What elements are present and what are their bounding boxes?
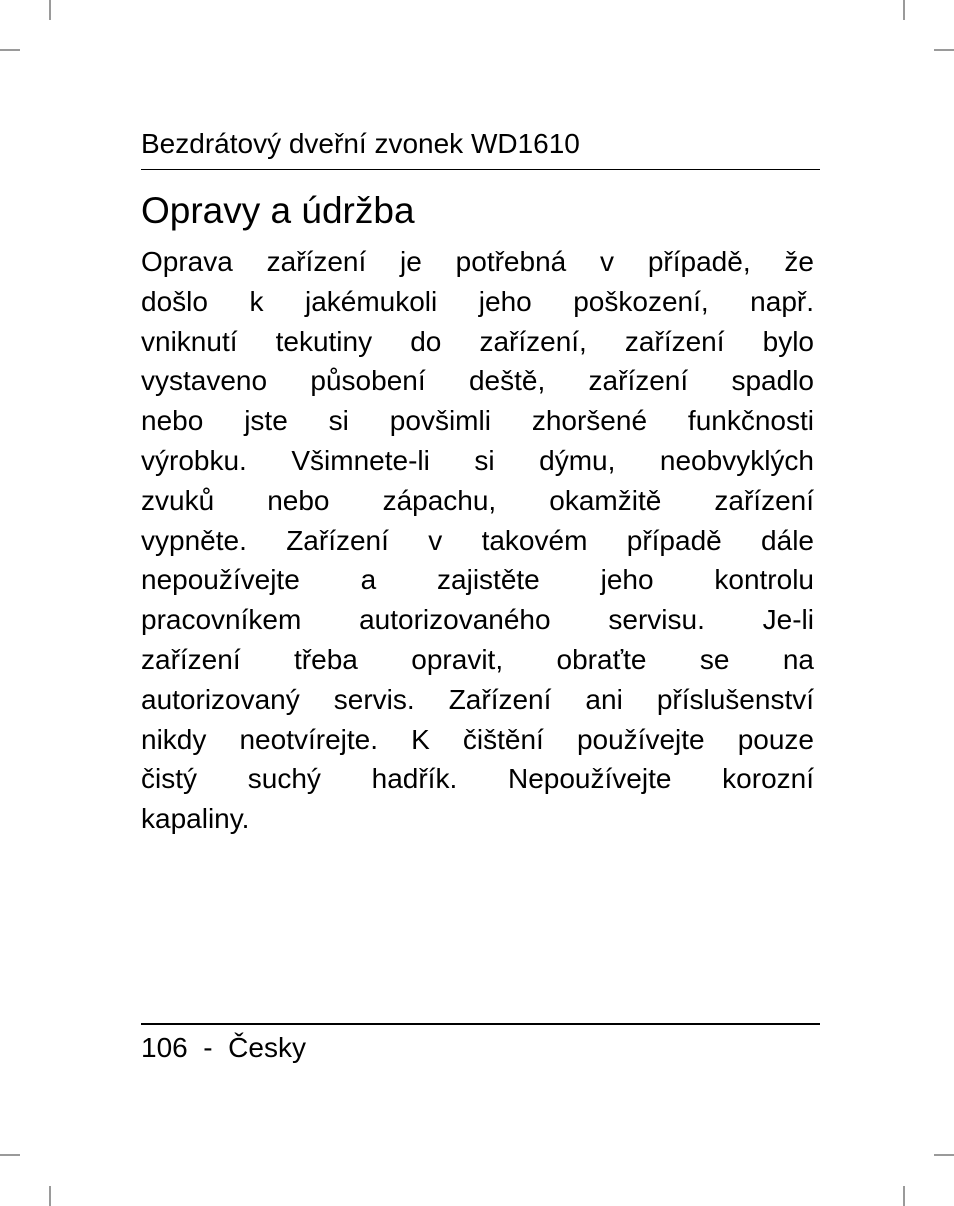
footer-divider <box>141 1023 820 1025</box>
body-line: výrobku. Všimnete-li si dýmu, neobvyklých <box>141 444 814 476</box>
body-line: nepoužívejte a zajistěte jeho kontrolu <box>141 564 814 596</box>
body-line: zvuků nebo zápachu, okamžitě zařízení <box>141 484 814 516</box>
body-line: nikdy neotvírejte. K čištění používejte pouze <box>141 723 814 755</box>
header-divider <box>141 169 820 170</box>
body-line: došlo k jakémukoli jeho poškození, např. <box>141 285 814 317</box>
crop-mark-top-right <box>903 0 905 20</box>
body-line: Oprava zařízení je potřebná v případě, že <box>141 246 814 277</box>
crop-mark-left-bottom <box>0 1154 20 1156</box>
body-line: pracovníkem autorizovaného servisu. Je-li <box>141 604 814 636</box>
body-line: kapaliny. <box>141 803 250 835</box>
body-line: vypněte. Zařízení v takovém případě dále <box>141 524 814 556</box>
body-line: vniknutí tekutiny do zařízení, zařízení bylo <box>141 325 814 357</box>
crop-mark-top-left <box>49 0 51 20</box>
crop-mark-right-top <box>934 49 954 51</box>
body-paragraph <box>141 242 814 839</box>
body-line: zařízení třeba opravit, obraťte se na <box>141 643 814 675</box>
crop-mark-bottom-left <box>49 1186 51 1206</box>
body-line: nebo jste si povšimli zhoršené funkčnosti <box>141 405 814 437</box>
body-line: vystaveno působení deště, zařízení spadlo <box>141 365 814 397</box>
page-footer: 106 - Česky <box>141 1032 306 1063</box>
crop-mark-right-bottom <box>934 1154 954 1156</box>
body-line: autorizovaný servis. Zařízení ani příslušenství <box>141 683 814 715</box>
section-title: Opravy a údržba <box>141 190 415 231</box>
body-line: čistý suchý hadřík. Nepoužívejte korozní <box>141 763 814 795</box>
running-header: Bezdrátový dveřní zvonek WD1610 <box>141 128 580 159</box>
crop-mark-bottom-right <box>903 1186 905 1206</box>
crop-mark-left-top <box>0 49 20 51</box>
